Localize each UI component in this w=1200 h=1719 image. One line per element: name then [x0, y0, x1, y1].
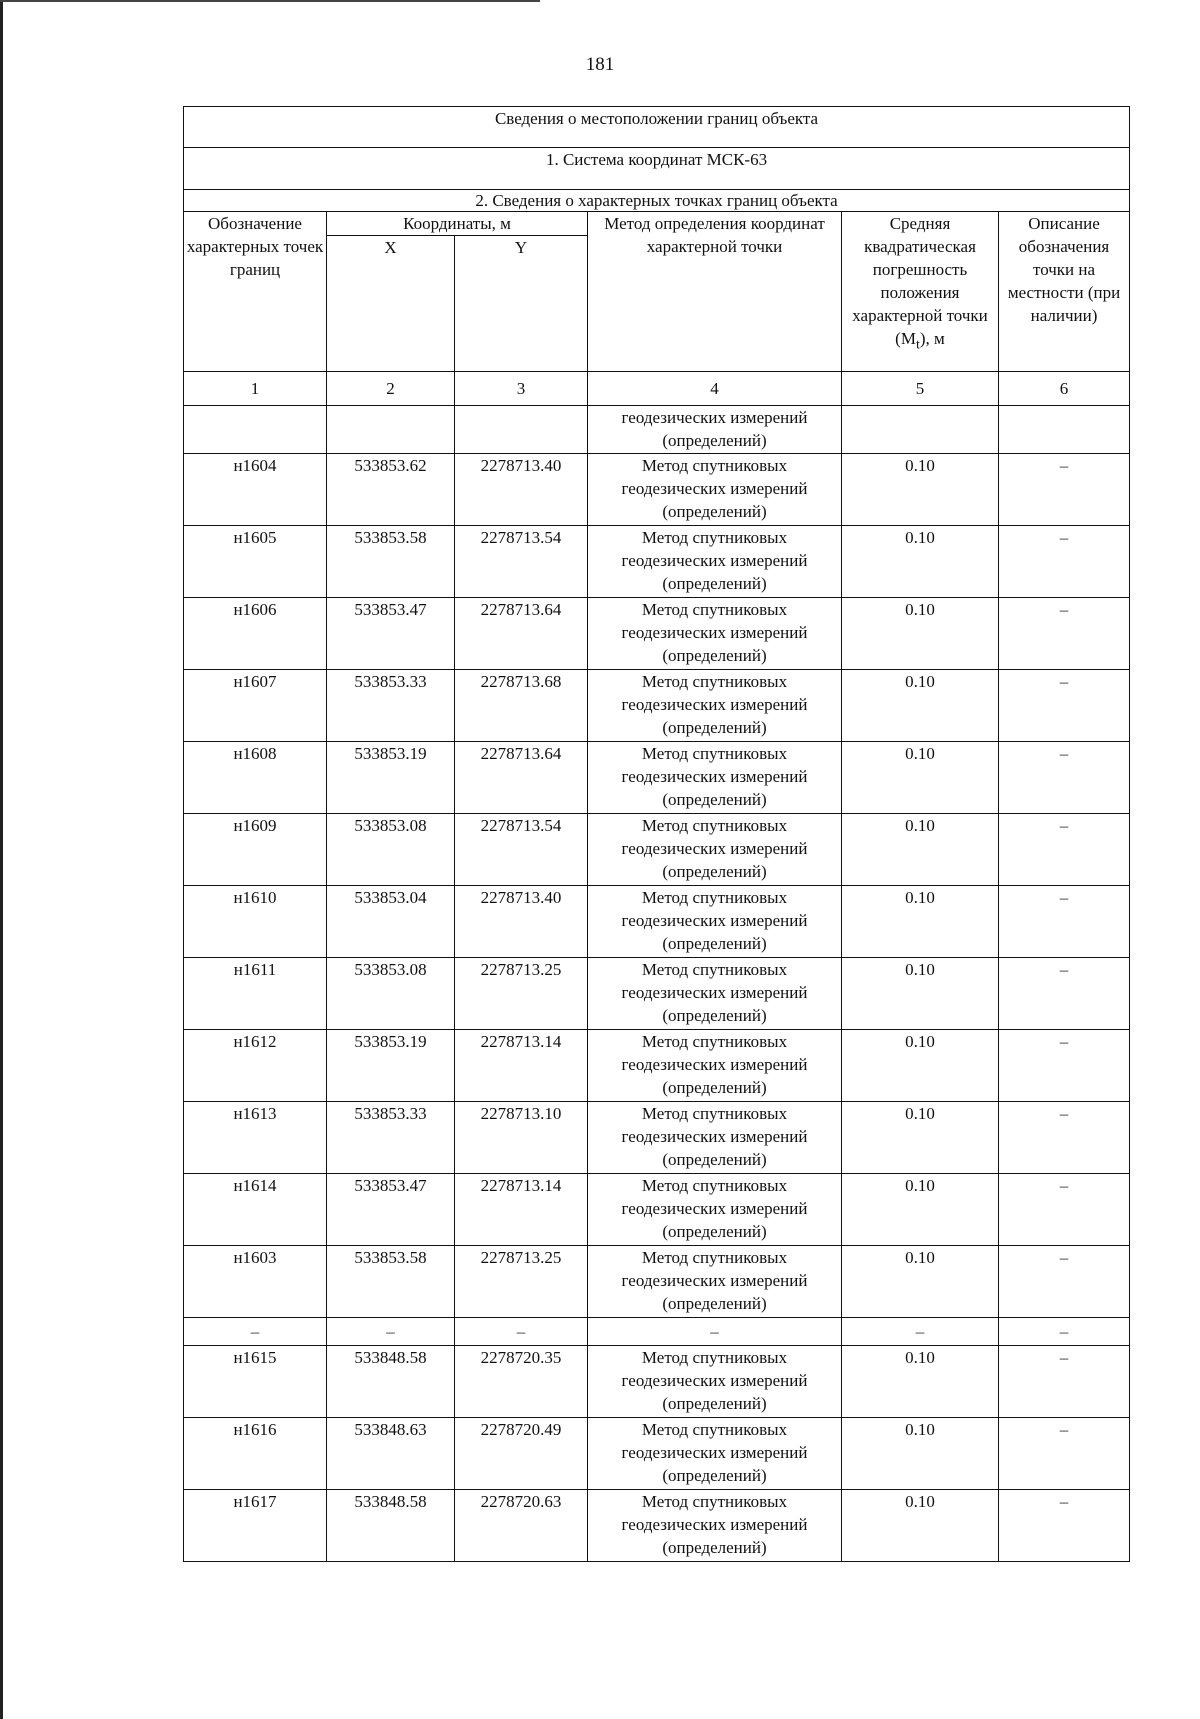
page-number: 181	[585, 54, 615, 75]
point-id: н1614	[184, 1174, 327, 1246]
coord-y: 2278713.14	[455, 1174, 588, 1246]
separator-cell: –	[999, 1318, 1130, 1346]
description: –	[999, 1490, 1130, 1562]
coord-y: 2278720.35	[455, 1346, 588, 1418]
separator-cell: –	[184, 1318, 327, 1346]
coord-y: 2278713.14	[455, 1030, 588, 1102]
point-id: н1617	[184, 1490, 327, 1562]
description: –	[999, 670, 1130, 742]
method: Метод спутниковых геодезических измерений (определений)	[588, 1246, 842, 1318]
description: –	[999, 1246, 1130, 1318]
coord-x: 533853.33	[327, 670, 455, 742]
method: Метод спутниковых геодезических измерений (определений)	[588, 886, 842, 958]
coord-x: 533853.08	[327, 958, 455, 1030]
method: Метод спутниковых геодезических измерений (определений)	[588, 598, 842, 670]
method: Метод спутниковых геодезических измерений (определений)	[588, 958, 842, 1030]
coord-y: 2278713.64	[455, 742, 588, 814]
accuracy-mt: 0.10	[842, 454, 999, 526]
point-id: н1605	[184, 526, 327, 598]
method: Метод спутниковых геодезических измерений (определений)	[588, 1490, 842, 1562]
description: –	[999, 958, 1130, 1030]
table-row	[184, 886, 1130, 958]
description: –	[999, 886, 1130, 958]
coord-y: 2278713.40	[455, 454, 588, 526]
method: Метод спутниковых геодезических измерений (определений)	[588, 454, 842, 526]
table-row	[184, 526, 1130, 598]
method: Метод спутниковых геодезических измерений (определений)	[588, 1174, 842, 1246]
column-number: 3	[455, 372, 588, 406]
table-row	[184, 742, 1130, 814]
boundary-points-table	[183, 106, 1130, 1562]
header-accuracy-text: Средняя квадратическая погрешность положения характерной точки (M	[852, 214, 988, 348]
separator-cell: –	[588, 1318, 842, 1346]
method: Метод спутниковых геодезических измерений (определений)	[588, 742, 842, 814]
separator-cell: –	[842, 1318, 999, 1346]
header-coordinates: Координаты, м	[327, 212, 588, 236]
point-id: н1613	[184, 1102, 327, 1174]
coord-y: 2278720.49	[455, 1418, 588, 1490]
coord-y: 2278713.54	[455, 526, 588, 598]
point-id: н1609	[184, 814, 327, 886]
description: –	[999, 1102, 1130, 1174]
accuracy-mt: 0.10	[842, 1346, 999, 1418]
table-title: Сведения о местоположении границ объекта	[184, 107, 1130, 148]
table-row	[184, 670, 1130, 742]
point-id: н1612	[184, 1030, 327, 1102]
point-id: н1616	[184, 1418, 327, 1490]
separator-cell: –	[327, 1318, 455, 1346]
method: Метод спутниковых геодезических измерений (определений)	[588, 670, 842, 742]
description: –	[999, 1030, 1130, 1102]
point-id: н1606	[184, 598, 327, 670]
coord-y: 2278713.10	[455, 1102, 588, 1174]
description: –	[999, 1174, 1130, 1246]
separator-cell: –	[455, 1318, 588, 1346]
method: Метод спутниковых геодезических измерений (определений)	[588, 814, 842, 886]
coord-x: 533853.47	[327, 598, 455, 670]
point-id: н1603	[184, 1246, 327, 1318]
scan-top-edge	[0, 0, 540, 2]
accuracy-mt: 0.10	[842, 1102, 999, 1174]
accuracy-mt: 0.10	[842, 742, 999, 814]
description: –	[999, 526, 1130, 598]
coord-x: 533853.58	[327, 1246, 455, 1318]
coord-x: 533848.58	[327, 1346, 455, 1418]
coord-y: 2278713.68	[455, 670, 588, 742]
section-title: 2. Сведения о характерных точках границ объекта	[184, 190, 1130, 212]
description: –	[999, 1346, 1130, 1418]
table-row	[184, 1490, 1130, 1562]
table-row	[184, 1346, 1130, 1418]
cont-cell-y	[455, 406, 588, 454]
description: –	[999, 742, 1130, 814]
accuracy-mt: 0.10	[842, 598, 999, 670]
coord-x: 533848.58	[327, 1490, 455, 1562]
description: –	[999, 1418, 1130, 1490]
description: –	[999, 814, 1130, 886]
method: Метод спутниковых геодезических измерений (определений)	[588, 1418, 842, 1490]
accuracy-mt: 0.10	[842, 1246, 999, 1318]
coord-x: 533853.08	[327, 814, 455, 886]
cont-cell-desc	[999, 406, 1130, 454]
cont-cell-method: геодезических измерений (определений)	[588, 406, 842, 454]
coord-x: 533853.04	[327, 886, 455, 958]
accuracy-mt: 0.10	[842, 1174, 999, 1246]
description: –	[999, 454, 1130, 526]
cont-cell-id	[184, 406, 327, 454]
header-accuracy-subscript: t	[915, 336, 920, 353]
point-id: н1615	[184, 1346, 327, 1418]
point-id: н1610	[184, 886, 327, 958]
coord-x: 533853.19	[327, 742, 455, 814]
point-id: н1604	[184, 454, 327, 526]
coord-x: 533848.63	[327, 1418, 455, 1490]
separator-row	[184, 1318, 1130, 1346]
table-row	[184, 598, 1130, 670]
table-row	[184, 814, 1130, 886]
table-row	[184, 1030, 1130, 1102]
coord-y: 2278713.54	[455, 814, 588, 886]
coordinate-system: 1. Система координат МСК-63	[184, 148, 1130, 190]
header-accuracy-unit: ), м	[919, 329, 945, 348]
point-id: н1607	[184, 670, 327, 742]
coord-x: 533853.19	[327, 1030, 455, 1102]
accuracy-mt: 0.10	[842, 958, 999, 1030]
coord-x: 533853.47	[327, 1174, 455, 1246]
cont-cell-mt	[842, 406, 999, 454]
point-id: н1611	[184, 958, 327, 1030]
method: Метод спутниковых геодезических измерений (определений)	[588, 1102, 842, 1174]
column-numbers-row	[184, 372, 1130, 406]
scan-left-edge	[0, 0, 3, 1719]
coord-y: 2278713.64	[455, 598, 588, 670]
column-number: 2	[327, 372, 455, 406]
accuracy-mt: 0.10	[842, 670, 999, 742]
cont-cell-x	[327, 406, 455, 454]
column-number: 6	[999, 372, 1130, 406]
method: Метод спутниковых геодезических измерений (определений)	[588, 526, 842, 598]
table-row	[184, 958, 1130, 1030]
column-number: 5	[842, 372, 999, 406]
coord-x: 533853.62	[327, 454, 455, 526]
header-point-name: Обозначение характерных точек границ	[184, 212, 327, 372]
table-row	[184, 1418, 1130, 1490]
coord-y: 2278713.25	[455, 1246, 588, 1318]
description: –	[999, 598, 1130, 670]
coord-y: 2278720.63	[455, 1490, 588, 1562]
coord-y: 2278713.40	[455, 886, 588, 958]
accuracy-mt: 0.10	[842, 814, 999, 886]
accuracy-mt: 0.10	[842, 526, 999, 598]
header-method: Метод определения координат характерной точки	[588, 212, 842, 372]
accuracy-mt: 0.10	[842, 1030, 999, 1102]
point-id: н1608	[184, 742, 327, 814]
accuracy-mt: 0.10	[842, 1490, 999, 1562]
header-description: Описание обозначения точки на местности (при наличии)	[999, 212, 1130, 372]
header-x: X	[327, 236, 455, 372]
coord-y: 2278713.25	[455, 958, 588, 1030]
coord-x: 533853.58	[327, 526, 455, 598]
accuracy-mt: 0.10	[842, 1418, 999, 1490]
header-y: Y	[455, 236, 588, 372]
column-number: 4	[588, 372, 842, 406]
column-number: 1	[184, 372, 327, 406]
table-row	[184, 1246, 1130, 1318]
accuracy-mt: 0.10	[842, 886, 999, 958]
continuation-row	[184, 406, 1130, 454]
table-row	[184, 1174, 1130, 1246]
method: Метод спутниковых геодезических измерений (определений)	[588, 1030, 842, 1102]
header-accuracy	[842, 212, 999, 372]
coord-x: 533853.33	[327, 1102, 455, 1174]
table-row	[184, 1102, 1130, 1174]
table-row	[184, 454, 1130, 526]
method: Метод спутниковых геодезических измерений (определений)	[588, 1346, 842, 1418]
